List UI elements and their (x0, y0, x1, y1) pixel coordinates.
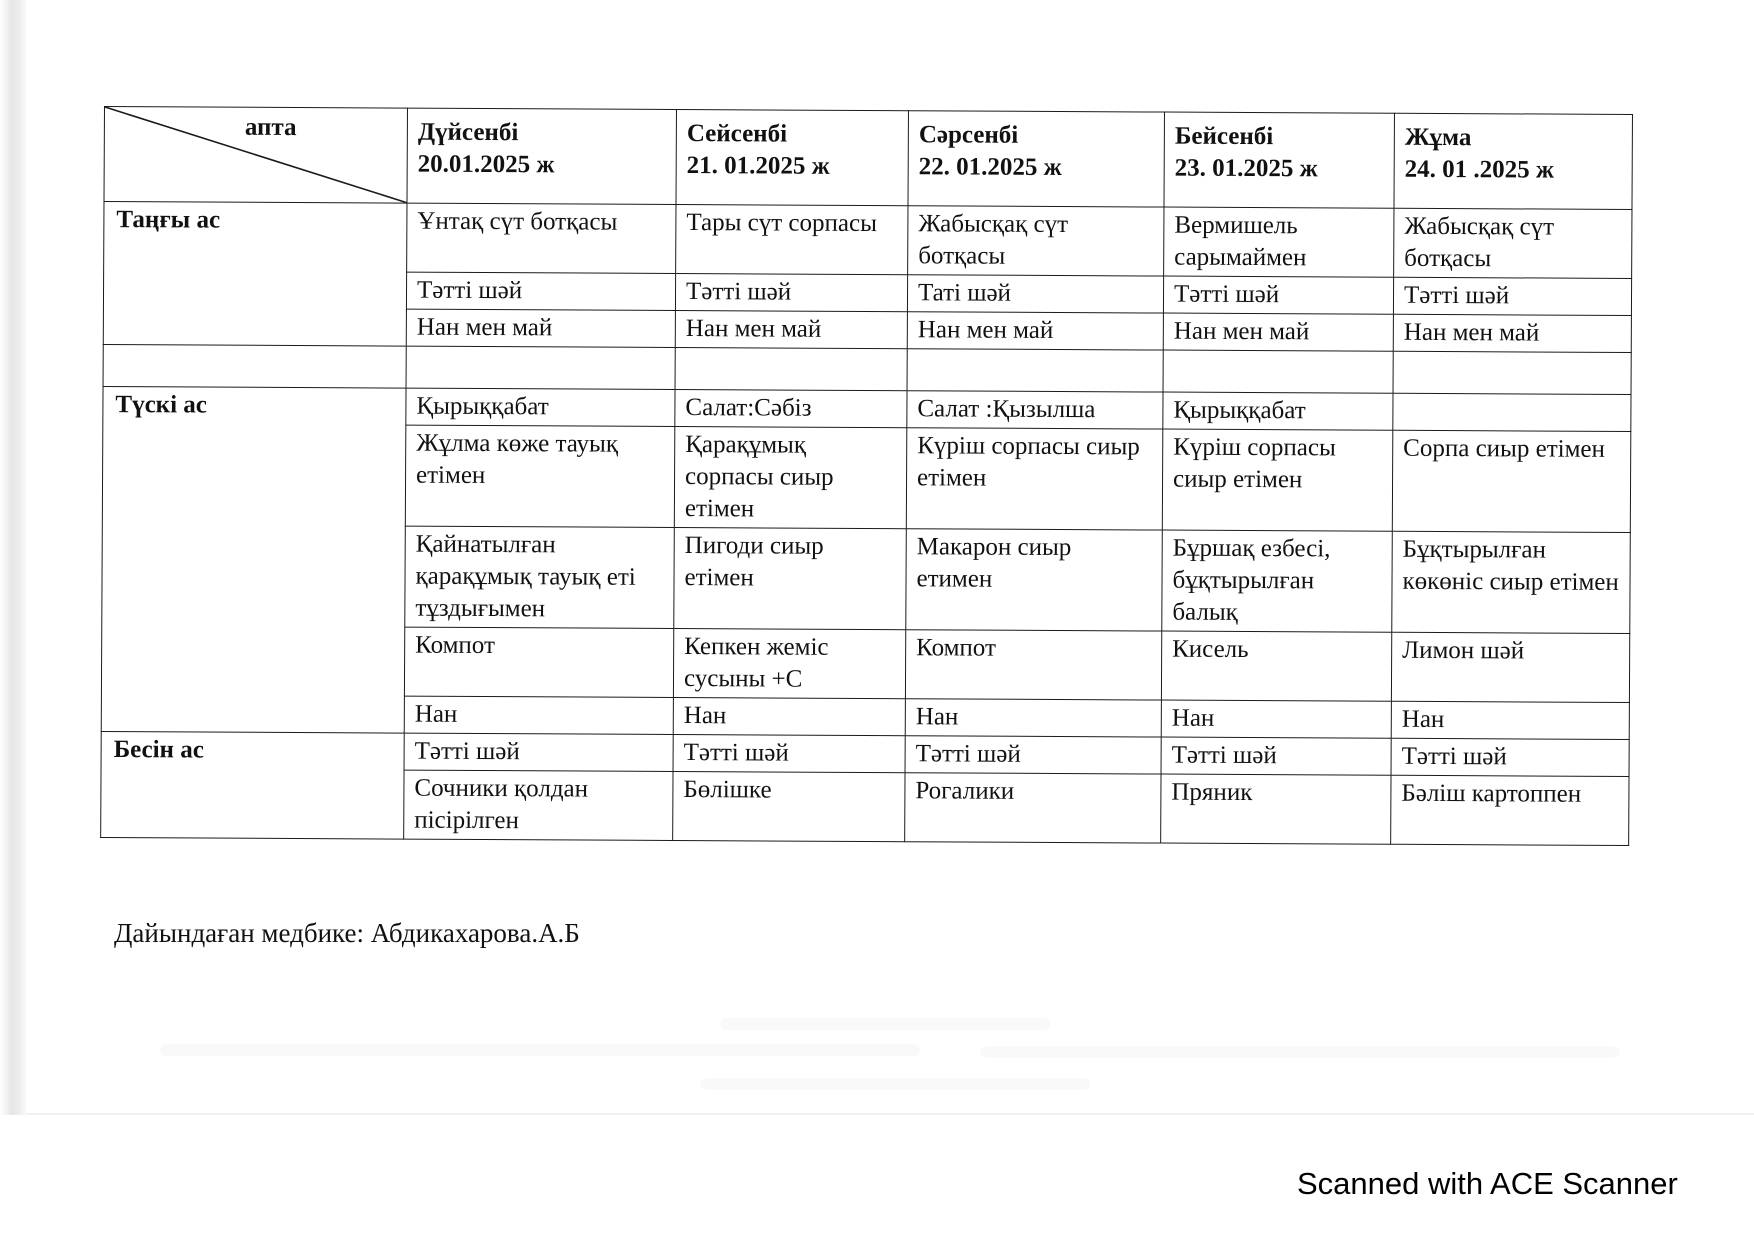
afternoon-row (101, 731, 1629, 776)
menu-cell: Тәтті шәй (673, 734, 905, 772)
day-name: Дүйсенбі (417, 118, 519, 147)
menu-cell: Салат :Қызылша (907, 391, 1163, 429)
header-row (104, 107, 1632, 210)
empty-cell (675, 347, 907, 390)
day-date: 21. 01.2025 ж (686, 152, 830, 180)
empty-cell (1393, 351, 1631, 394)
menu-cell: Нан (404, 696, 673, 734)
menu-cell: Бұршақ езбесі, бұқтырылған балық (1162, 530, 1393, 632)
bleed-through-mark (160, 1044, 920, 1056)
day-name: Сейсенбі (686, 120, 788, 148)
menu-cell: Компот (905, 630, 1161, 700)
menu-cell: Рогалики (905, 773, 1161, 843)
menu-cell: Тәтті шәй (406, 272, 675, 310)
menu-cell: Тары сүт сорпасы (676, 204, 908, 274)
day-date: 20.01.2025 ж (417, 150, 555, 179)
menu-cell: Қайнатылған қарақұмық тауық еті тұздығымен (405, 526, 675, 628)
menu-cell: Нан (1161, 700, 1391, 738)
breakfast-row (104, 202, 1632, 279)
day-date: 24. 01 .2025 ж (1404, 155, 1555, 184)
day-header-monday (407, 108, 676, 204)
menu-cell: Тәтті шәй (1393, 277, 1631, 315)
menu-cell: Бұқтырылған көкөніс сиыр етімен (1392, 531, 1631, 633)
menu-cell: Таті шәй (907, 275, 1163, 313)
menu-cell: Салат:Сәбіз (675, 389, 907, 427)
day-name: Жұма (1404, 123, 1472, 152)
menu-cell: Күріш сорпасы сиыр етімен (1162, 429, 1393, 531)
menu-cell: Қарақұмық сорпасы сиыр етімен (674, 426, 907, 528)
day-date: 22. 01.2025 ж (918, 153, 1062, 182)
bleed-through-mark (700, 1078, 1090, 1090)
menu-cell: Компот (404, 627, 673, 697)
menu-cell: Нан (1391, 701, 1629, 739)
menu-cell: Кепкен жеміс сусыны +С (673, 628, 905, 698)
menu-cell: Вермишель сарымаймен (1164, 207, 1394, 277)
empty-cell (907, 349, 1163, 392)
menu-cell: Нан мен май (1163, 313, 1393, 351)
menu-cell: Пряник (1161, 774, 1391, 844)
day-header-friday (1394, 113, 1632, 209)
empty-cell (1163, 350, 1393, 393)
menu-cell (1393, 393, 1631, 431)
empty-cell (103, 344, 406, 388)
menu-cell: Тәтті шәй (905, 736, 1161, 774)
day-header-wednesday (908, 111, 1164, 207)
menu-cell: Тәтті шәй (1161, 737, 1391, 775)
menu-cell: Нан мен май (406, 309, 675, 347)
bleed-through-mark (980, 1046, 1620, 1058)
menu-cell: Нан (673, 697, 905, 735)
day-date: 23. 01.2025 ж (1174, 154, 1318, 183)
week-corner-cell (104, 107, 407, 204)
menu-cell: Нан мен май (1393, 314, 1631, 352)
menu-cell: Бөлішке (673, 771, 905, 841)
empty-cell (406, 346, 675, 389)
meal-label-afternoon: Бесін ас (101, 731, 405, 839)
menu-cell: Тәтті шәй (675, 273, 907, 311)
menu-cell: Нан (905, 699, 1161, 737)
scan-shadow (0, 0, 26, 1115)
week-label: апта (244, 113, 297, 142)
menu-cell: Күріш сорпасы сиыр етімен (906, 428, 1163, 530)
lunch-row (103, 386, 1631, 431)
meal-label-breakfast: Таңғы ас (103, 202, 407, 347)
scanner-watermark: Scanned with ACE Scanner (1297, 1166, 1678, 1201)
menu-cell: Лимон шәй (1391, 632, 1629, 702)
menu-cell: Нан мен май (675, 310, 907, 348)
day-header-tuesday (676, 109, 908, 205)
page-edge (26, 1113, 1754, 1115)
meal-label-lunch: Түскі ас (101, 386, 406, 733)
menu-cell: Қырыққабат (1163, 392, 1393, 430)
menu-cell: Тәтті шәй (404, 733, 673, 771)
menu-cell: Тәтті шәй (1391, 738, 1629, 776)
menu-cell: Макарон сиыр етимен (906, 529, 1163, 631)
menu-cell: Сочники қолдан пісірілген (404, 770, 673, 840)
menu-cell: Жабысқақ сүт ботқасы (1394, 208, 1632, 278)
menu-cell: Жұлма көже тауық етімен (405, 425, 675, 527)
bleed-through-mark (720, 1018, 1050, 1030)
menu-cell: Пигоди сиыр етімен (674, 527, 907, 629)
menu-cell: Қырыққабат (406, 388, 675, 426)
menu-cell: Кисель (1161, 631, 1391, 701)
day-name: Бейсенбі (1174, 122, 1274, 151)
prepared-by-line: Дайындаған медбике: Абдикахарова.А.Б (114, 918, 580, 948)
weekly-menu-table (100, 106, 1633, 846)
menu-cell: Бәліш картоппен (1391, 775, 1629, 845)
day-name: Сәрсенбі (918, 121, 1019, 149)
menu-cell: Жабысқақ сүт ботқасы (908, 206, 1164, 276)
menu-cell: Ұнтақ сүт ботқасы (407, 203, 676, 273)
day-header-thursday (1164, 112, 1394, 208)
menu-cell: Тәтті шәй (1163, 276, 1393, 314)
menu-cell: Сорпа сиыр етімен (1392, 430, 1631, 532)
menu-cell: Нан мен май (907, 312, 1163, 350)
